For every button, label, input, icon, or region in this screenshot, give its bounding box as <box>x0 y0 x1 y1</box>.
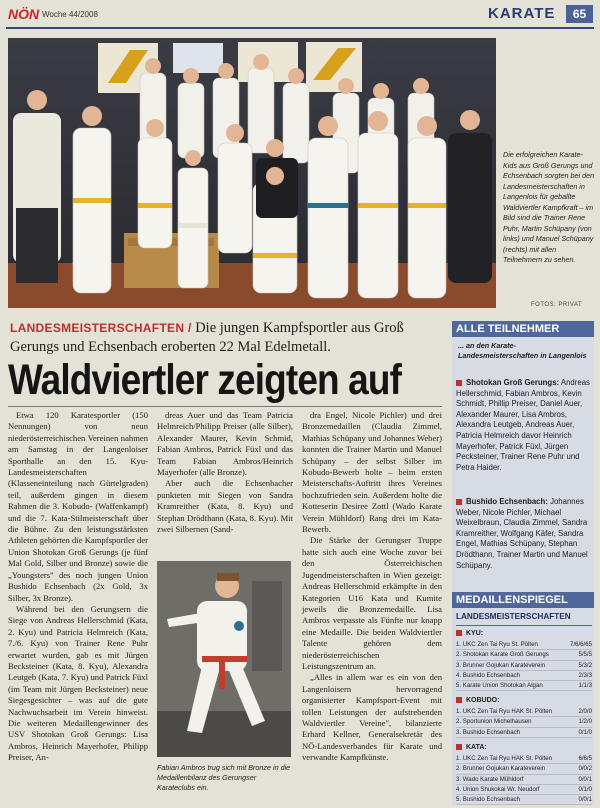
score-cell: 0/1/0 <box>578 728 592 736</box>
team-cell: 1. UKC Zen Tai Ryu St. Pölten <box>456 641 538 648</box>
score-cell: 0/0/1 <box>578 775 592 783</box>
table-row <box>456 717 592 727</box>
article-paragraph: Während bei den Gerungsern die Siege von Andreas Hellerschmid (Kata, 2. Kyu) und Patricia Helmreich (Kata, 7./6. Kyu) von Trainer Rene Puhr erwartet wurden, gab es mit Jürgen Becksteiner (Kata, 8. Kyu), Alexandra Leutgeb (Kata, 7. Kyu) und Patrick Füxl (im Team mit Jürgen Becksteiner) neue Siegesgesichter – was auf die gute Nachwuchsarbeit im Verein hinweist. Die weiteren Medaillengewinner des USV Shotokan Groß Gerungs: Lisa Ambros, Heinrich Mayerhofer, Philipp Preiser, An- <box>8 603 148 763</box>
medal-table-rule <box>456 625 592 626</box>
team-bushido-list <box>456 497 592 571</box>
score-cell: 2/0/0 <box>578 708 592 715</box>
table-row <box>456 764 592 774</box>
table-row <box>456 795 592 805</box>
article-kicker <box>10 319 450 357</box>
page-number: 65 <box>566 5 593 23</box>
medal-table-kyu <box>456 640 592 691</box>
table-row <box>456 728 592 738</box>
photo-caption: Die erfolgreichen Karate-Kids aus Groß Gerungs und Echsenbach sorgten bei den Landesmeisterschaften in Langenlois für geballte Waldviertler Kampfkraft – im Bild sind die Trainer Rene Puhr, Martin Schüpany (von links) und Manuel Schüpany (rechts) mit allen Teilnehmern zu sehen. <box>503 150 595 264</box>
article-paragraph: Etwa 120 Karatesportler (150 Nennungen) von neun niederösterreichischen Vereinen nahmen am Samstag in der Langenloiser Sporthalle an den 15. Kyu-Landesmeisterschaften (Klasseneinteilung nach Gürtelgraden) teil, außerdem gingen in diesem Rahmen die 3. Kobudo- (Waffenkampf) und die 7. Kata-Stilmeisterschaft über die Bühne. Zu den leistungsstärksten Athleten gehörten die Kampfsportler der Union Shotokan Groß Gerungs (je fünf Mal Gold, Silber und Bronze) sowie die „Youngsters" des noch jungen Union Bushido Echsenbach (2x Gold, 3x Silber, 3x Bronze). <box>8 410 148 603</box>
discipline-label: KATA: <box>466 744 487 751</box>
table-row <box>456 681 592 691</box>
medal-table-subtitle: LANDESMEISTERSCHAFTEN <box>456 612 571 621</box>
medal-table-kobudo <box>456 707 592 738</box>
table-row <box>456 707 592 717</box>
table-row <box>456 640 592 650</box>
article-headline: Waldviertler zeigten auf <box>8 356 402 404</box>
article-paragraph: Aber auch die Echsenbacher punkteten mit Siegen von Sandra Kramreither (Kata, 8. Kyu) und Stephan Drödthann (Kata, 8. Kyu). Mit zwei Silbernen (Sand- <box>157 478 293 535</box>
team-cell: 3. Bushido Echsenbach <box>456 728 521 736</box>
article-paragraph: dra Engel, Nicole Pichler) und drei Bronzemedaillen (Claudia Zimmel, Mathias Schüpany und Johannes Weber) konnten die Trainer Martin und Manuel Schüpany – der selbst Silber im Kobudo-Bewerb holte – beim ersten Meisterschafts-Auftritt ihres Vereines hochzufrieden sein. Außerdem holte die Kotteserin Desiree Zottl (Wado Karate Verein Mühldorf) Rang drei im Kata-Bewerb. <box>302 410 442 535</box>
table-row <box>456 661 592 671</box>
header-rule <box>6 27 594 29</box>
medal-table-heading: MEDAILLENSPIEGEL <box>452 592 594 608</box>
team-cell: 4. Bushido Echsenbach <box>456 671 521 679</box>
section-title: KARATE <box>488 5 556 22</box>
team-cell: 1. UKC Zen Tai Ryu HAK St. Pölten <box>456 708 553 715</box>
participants-subtitle: ... an den Karate-Landesmeisterschaften in Langenlois <box>458 341 587 360</box>
team-cell: 1. UKC Zen Tai Ryu HAK St. Pölten <box>456 755 553 762</box>
team-cell: 4. Union Shukokai Wr. Neudorf <box>456 785 540 793</box>
discipline-kobudo-label <box>456 697 499 704</box>
headline-rule <box>8 406 442 407</box>
inset-photo <box>157 561 291 757</box>
team-cell: 2. Shotokan Karate Groß Gerungs <box>456 651 549 659</box>
score-cell: 0/0/2 <box>578 765 592 773</box>
article-column-1 <box>8 410 148 764</box>
article-column-2 <box>157 410 293 562</box>
article-paragraph: „Alles in allem war es ein von den Langenloisern hervorragend organisierter Kampfsport-Event mit tollen Leistungen der aufstrebenden Waldviertler Vereine", bilanzierte Erhard Kellner, Generalsekretär des NÖ-Landesverbandes für Karate und verwandte Kampfkünste. <box>302 672 442 763</box>
kicker-text: Die jungen Kampfsportler aus Groß Gerungs und Echsenbach eroberten 22 Mal Edelmetall. <box>10 320 404 355</box>
table-row <box>456 775 592 785</box>
group-photo <box>8 38 496 308</box>
photo-credit: FOTOS: PRIVAT <box>531 302 583 308</box>
score-cell: 1/2/0 <box>578 718 592 726</box>
team-name: Bushido Echsenbach: <box>466 497 548 506</box>
newspaper-logo: NÖN <box>8 6 40 22</box>
score-cell: 6/6/5 <box>578 755 592 762</box>
kicker-label: LANDESMEISTERSCHAFTEN / <box>10 321 192 335</box>
team-cell: 2. Sportunion Michelhausen <box>456 718 532 726</box>
score-cell: 5/5/5 <box>578 651 592 659</box>
table-row <box>456 785 592 795</box>
team-members: Johannes Weber, Nicole Pichler, Michael Weixelbraun, Claudia Zimmel, Sandra Kramreither, Wolfgang Käfer, Sandra Engel, Mathias Schüpany, Stephan Drödthann, Trainer Martin und Manuel Schüpany. <box>456 497 588 570</box>
discipline-label: KOBUDO: <box>466 697 500 704</box>
bullet-icon <box>456 697 462 703</box>
team-cell: 3. Wado Karate Mühldorf <box>456 775 524 783</box>
table-row <box>456 754 592 764</box>
bullet-icon <box>456 380 462 386</box>
issue-label: Woche 44/2008 <box>42 10 98 19</box>
bullet-icon <box>456 744 462 750</box>
score-cell: 0/1/0 <box>578 785 592 793</box>
team-cell: 2. Brunner Gojukan Karateverein <box>456 765 546 773</box>
table-row <box>456 650 592 660</box>
team-cell: 5. Karate Union Shotokan Algan <box>456 682 543 690</box>
team-name: Shotokan Groß Gerungs: <box>466 378 560 387</box>
team-cell: 5. Bushido Echsenbach <box>456 796 521 804</box>
discipline-kata-label <box>456 744 487 751</box>
score-cell: 2/3/3 <box>578 671 592 679</box>
score-cell: 7/6/6/65 <box>569 641 592 648</box>
bullet-icon <box>456 630 462 636</box>
discipline-kyu-label <box>456 630 483 637</box>
table-row <box>456 671 592 681</box>
medal-table-kata <box>456 754 592 805</box>
participants-heading: ALLE TEILNEHMER <box>452 321 594 337</box>
article-paragraph: Die Stärke der Gerungser Truppe hatte sich auch eine Woche zuvor bei den Österreichischen Jugendmeisterschaften in Wien gezeigt: Andreas Hellerschmid erkämpfte in den Kategorien U16 Kata und Kumite jeweils die Bronzemedaille. Lisa Ambros verpasste als Fünfte nur knapp eine Medaille. Die beiden Waldviertler Talente gehören dem niederösterreichischen Leistungszentrum an. <box>302 535 442 671</box>
inset-photo-image <box>157 561 291 757</box>
bullet-icon <box>456 499 462 505</box>
inset-caption: Fabian Ambros trug sich mit Bronze in die Medaillenbilanz des Gerungser Karateclubs ein. <box>157 763 291 792</box>
score-cell: 1/1/3 <box>578 682 592 690</box>
team-cell: 3. Brunner Gojukan Karateverein <box>456 661 546 669</box>
score-cell: 5/3/2 <box>578 661 592 669</box>
group-photo-image <box>8 38 496 308</box>
discipline-label: KYU: <box>466 630 484 637</box>
team-members: Andreas Hellerschmid, Fabian Ambros, Kevin Schmidt, Phillip Preiser, Daniel Auer, Alexander Maurer, Lisa Ambros, Alexandra Leutgeb, Andreas Auer, Patricia Helmreich davor Heinrich Mayerhofer, Patrick Füxl, Jürgen Pecksteiner, Trainer Rene Puhr und Petra Haider. <box>456 378 590 472</box>
article-column-3 <box>302 410 442 764</box>
score-cell: 0/0/1 <box>578 796 592 804</box>
team-shotokan-list <box>456 378 592 473</box>
article-paragraph: dreas Auer und das Team Patricia Helmreich/Philipp Preiser (alle Silber), Alexander Maurer, Kevin Schmid, Fabian Ambros, Patrick Füxl und das Team Fabian Ambros/Heinrich Mayerhofer (alle Bronze). <box>157 410 293 478</box>
